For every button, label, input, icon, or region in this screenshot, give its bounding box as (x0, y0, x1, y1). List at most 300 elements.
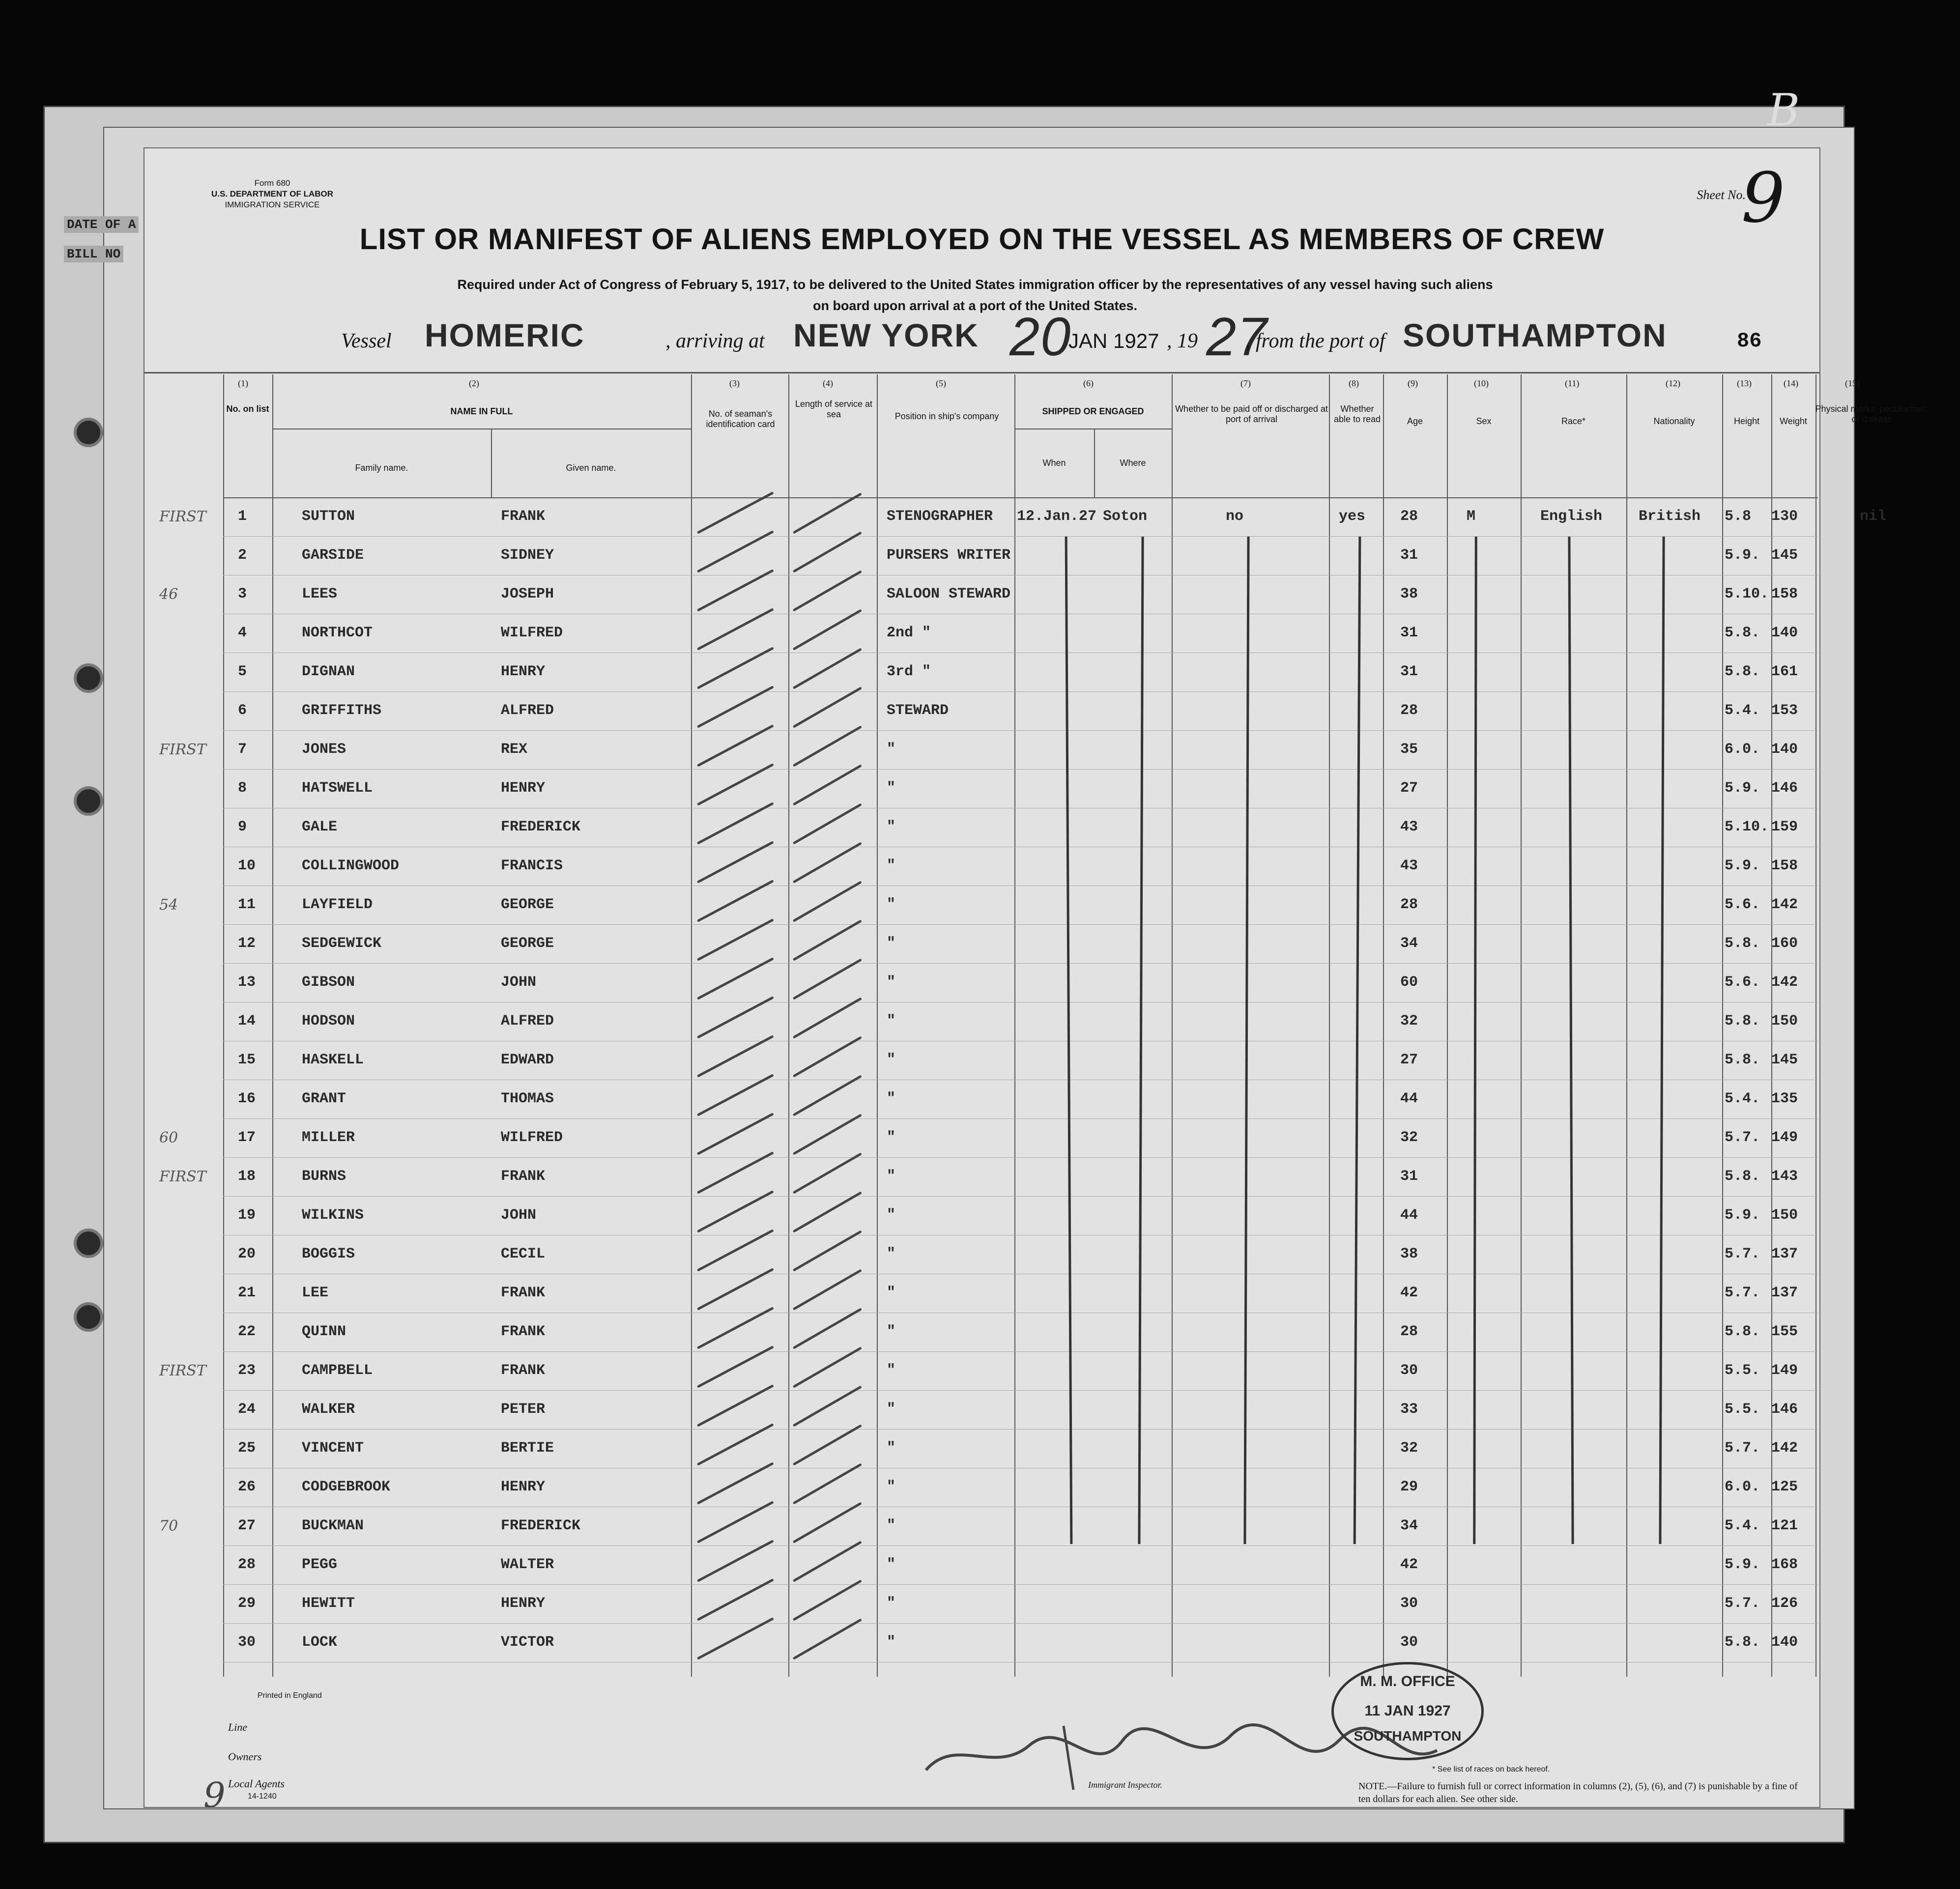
row-family-name: NORTHCOT (302, 625, 373, 641)
row-family-name: DIGNAN (302, 663, 355, 680)
row-position: " (887, 1246, 896, 1262)
binder-hole (74, 418, 103, 447)
row-age: 44 (1400, 1090, 1418, 1107)
row-family-name: BUCKMAN (302, 1517, 364, 1534)
row-height: 5.7. (1725, 1129, 1760, 1146)
row-discharged: no (1226, 508, 1244, 525)
from-label: , from the port of (1245, 330, 1385, 352)
row-given-name: REX (501, 741, 528, 758)
row-height: 5.8. (1725, 1052, 1760, 1068)
row-family-name: BOGGIS (302, 1246, 355, 1262)
row-weight: 168 (1771, 1556, 1798, 1573)
row-number: 6 (238, 702, 247, 719)
row-weight: 150 (1771, 1013, 1798, 1030)
row-number: 29 (238, 1595, 256, 1612)
row-number: 28 (238, 1556, 256, 1573)
office-stamp (1331, 1662, 1484, 1760)
row-height: 5.8. (1725, 1168, 1760, 1185)
row-given-name: WILFRED (501, 1129, 563, 1146)
row-age: 28 (1400, 508, 1418, 525)
row-position: " (887, 1052, 896, 1068)
check-mark (793, 609, 862, 650)
form-header (203, 178, 341, 210)
row-given-name: VICTOR (501, 1634, 554, 1651)
row-weight: 121 (1771, 1517, 1798, 1534)
row-family-name: LAYFIELD (302, 896, 373, 913)
binder-hole (74, 663, 103, 693)
row-age: 38 (1400, 586, 1418, 602)
row-height: 6.0. (1725, 741, 1760, 758)
row-height: 5.9. (1725, 547, 1760, 564)
row-number: 25 (238, 1440, 256, 1457)
row-height: 5.9. (1725, 858, 1760, 874)
row-position: " (887, 780, 896, 797)
header-discharged: Whether to be paid off or discharged at port of arrival (1175, 404, 1328, 424)
row-age: 38 (1400, 1246, 1418, 1262)
row-age: 35 (1400, 741, 1418, 758)
row-number: 21 (238, 1285, 256, 1301)
row-number: 2 (238, 547, 247, 564)
row-number: 8 (238, 780, 247, 797)
row-margin-note: 60 (159, 1129, 178, 1146)
row-margin-note: FIRST (159, 508, 206, 525)
row-nationality: British (1639, 508, 1701, 525)
check-mark (793, 842, 862, 883)
row-given-name: FRANK (501, 1323, 546, 1340)
page-number-handwritten: 9 (203, 1775, 226, 1815)
row-weight: 149 (1771, 1129, 1798, 1146)
row-family-name: SUTTON (302, 508, 355, 525)
header-id-card: No. of seaman's identification card (706, 409, 775, 429)
row-height: 5.8. (1725, 1323, 1760, 1340)
table-row (223, 1313, 1818, 1352)
row-given-name: ALFRED (501, 1013, 554, 1030)
check-mark (793, 1230, 862, 1271)
row-read: yes (1339, 508, 1366, 525)
row-age: 30 (1400, 1634, 1418, 1651)
inspector-label: Immigrant Inspector. (1088, 1780, 1162, 1790)
table-row (223, 1274, 1818, 1313)
check-mark (697, 1229, 774, 1272)
header-sex: Sex (1476, 416, 1492, 426)
row-weight: 161 (1771, 663, 1798, 680)
row-height: 5.8. (1725, 663, 1760, 680)
check-mark (697, 957, 774, 1000)
year-handwritten: 27 (1206, 307, 1268, 367)
row-position: " (887, 1323, 896, 1340)
table-row (223, 963, 1818, 1002)
col-num-12: (12) (1666, 378, 1680, 388)
col-num-2: (2) (469, 378, 479, 388)
check-mark (697, 1423, 774, 1466)
table-row (159, 886, 1818, 925)
col-num-4: (4) (823, 378, 833, 388)
row-when: 12.Jan.27 (1017, 508, 1097, 525)
col-num-14: (14) (1784, 378, 1798, 388)
row-weight: 146 (1771, 1401, 1798, 1418)
row-family-name: GALE (302, 819, 338, 835)
row-position: STENOGRAPHER (887, 508, 993, 525)
row-family-name: JONES (302, 741, 346, 758)
service-label: IMMIGRATION SERVICE (225, 200, 320, 209)
row-given-name: CECIL (501, 1246, 546, 1262)
row-weight: 142 (1771, 974, 1798, 991)
row-height: 5.8 (1725, 508, 1752, 525)
row-age: 28 (1400, 1323, 1418, 1340)
row-weight: 140 (1771, 741, 1798, 758)
row-age: 31 (1400, 547, 1418, 564)
row-age: 34 (1400, 935, 1418, 952)
subtitle-line-1: Required under Act of Congress of February 5, 1917, to be delivered to the United States immigration officer by the representatives of any vessel having such aliens (457, 277, 1493, 292)
row-age: 42 (1400, 1556, 1418, 1573)
row-age: 27 (1400, 1052, 1418, 1068)
table-row (223, 1235, 1818, 1274)
margin-label-bill: BILL NO (64, 246, 123, 262)
row-family-name: COLLINGWOOD (302, 858, 400, 874)
row-given-name: FRANK (501, 1168, 546, 1185)
row-given-name: BERTIE (501, 1440, 554, 1457)
table-row (223, 1041, 1818, 1080)
row-family-name: LEES (302, 586, 338, 602)
col-num-5: (5) (936, 378, 946, 388)
row-sex: M (1467, 508, 1476, 525)
row-family-name: HODSON (302, 1013, 355, 1030)
row-given-name: FREDERICK (501, 1517, 581, 1534)
check-mark (697, 1307, 774, 1349)
check-mark (697, 491, 774, 534)
row-family-name: CAMPBELL (302, 1362, 373, 1379)
row-given-name: FREDERICK (501, 819, 581, 835)
row-number: 30 (238, 1634, 256, 1651)
row-age: 30 (1400, 1595, 1418, 1612)
departure-port: SOUTHAMPTON (1403, 317, 1667, 353)
row-age: 32 (1400, 1013, 1418, 1030)
row-position: " (887, 1401, 896, 1418)
check-mark (697, 1617, 774, 1660)
row-number: 17 (238, 1129, 256, 1146)
check-mark (793, 1346, 862, 1388)
col-num-1: (1) (238, 378, 248, 388)
row-age: 43 (1400, 819, 1418, 835)
check-mark (793, 1152, 862, 1194)
row-height: 5.10. (1725, 819, 1769, 835)
check-mark (793, 1541, 862, 1582)
row-height: 6.0. (1725, 1479, 1760, 1495)
row-given-name: GEORGE (501, 935, 554, 952)
check-mark (697, 841, 774, 884)
row-weight: 126 (1771, 1595, 1798, 1612)
row-position: " (887, 1595, 896, 1612)
table-row (159, 1118, 1818, 1158)
row-height: 5.10. (1725, 586, 1769, 602)
header-weight: Weight (1780, 416, 1807, 426)
row-given-name: FRANK (501, 1362, 546, 1379)
row-number: 10 (238, 858, 256, 874)
row-margin-note: FIRST (159, 741, 206, 758)
row-position: " (887, 1479, 896, 1495)
row-age: 30 (1400, 1362, 1418, 1379)
row-number: 5 (238, 663, 247, 680)
row-weight: 153 (1771, 702, 1798, 719)
table-row (223, 653, 1818, 692)
row-number: 26 (238, 1479, 256, 1495)
row-number: 24 (238, 1401, 256, 1418)
check-mark (793, 1579, 862, 1621)
row-family-name: CODGEBROOK (302, 1479, 391, 1495)
row-given-name: ALFRED (501, 702, 554, 719)
row-position: " (887, 1517, 896, 1534)
row-number: 13 (238, 974, 256, 991)
row-age: 60 (1400, 974, 1418, 991)
check-mark (793, 1385, 862, 1427)
col-num-11: (11) (1565, 378, 1580, 388)
table-row (159, 1351, 1818, 1391)
check-mark (793, 687, 862, 728)
check-mark (697, 880, 774, 922)
check-mark (793, 997, 862, 1038)
check-mark (793, 492, 862, 534)
row-weight: 146 (1771, 780, 1798, 797)
check-mark (697, 802, 774, 845)
header-age: Age (1407, 416, 1423, 426)
check-mark (697, 996, 774, 1039)
row-margin-note: 70 (159, 1517, 178, 1535)
row-age: 42 (1400, 1285, 1418, 1301)
header-family-name: Family name. (355, 463, 408, 473)
check-mark (697, 1462, 774, 1505)
row-age: 31 (1400, 625, 1418, 641)
row-number: 16 (238, 1090, 256, 1107)
row-weight: 158 (1771, 858, 1798, 874)
check-mark (793, 1075, 862, 1116)
row-number: 14 (238, 1013, 256, 1030)
check-mark (697, 724, 774, 767)
row-position: SALOON STEWARD (887, 586, 1011, 602)
row-margin-note: FIRST (159, 1362, 206, 1379)
row-given-name: HENRY (501, 1479, 546, 1495)
header-given-name: Given name. (566, 463, 616, 473)
row-position: " (887, 1440, 896, 1457)
check-mark (697, 1540, 774, 1582)
table-row (223, 847, 1818, 886)
check-mark (697, 1074, 774, 1116)
race-note: * See list of races on back hereof. (1432, 1765, 1550, 1774)
header-position: Position in ship's company (894, 411, 999, 421)
row-family-name: VINCENT (302, 1440, 364, 1457)
row-given-name: FRANK (501, 508, 546, 525)
row-given-name: WILFRED (501, 625, 563, 641)
header-physical-text: Physical marks, peculiarities, or disease (1815, 404, 1929, 424)
table-row (159, 575, 1818, 614)
row-family-name: MILLER (302, 1129, 355, 1146)
row-age: 29 (1400, 1479, 1418, 1495)
row-weight: 142 (1771, 896, 1798, 913)
table-row (223, 769, 1818, 808)
check-mark (793, 570, 862, 611)
check-mark (697, 608, 774, 651)
check-mark (697, 1345, 774, 1388)
header-rule (144, 372, 1819, 373)
col-num-15: (15) (1845, 378, 1860, 388)
table-row (223, 1584, 1818, 1624)
row-age: 44 (1400, 1207, 1418, 1224)
row-height: 5.4. (1725, 1090, 1760, 1107)
col-num-10: (10) (1474, 378, 1489, 388)
row-margin-note: 46 (159, 586, 178, 603)
table-row (223, 1196, 1818, 1235)
row-race: English (1540, 508, 1603, 525)
header-race: Race* (1561, 416, 1586, 426)
stamp-top: M. M. OFFICE (1360, 1673, 1455, 1689)
row-number: 12 (238, 935, 256, 952)
row-age: 27 (1400, 780, 1418, 797)
header-where: Where (1120, 458, 1146, 468)
row-age: 28 (1400, 896, 1418, 913)
row-position: " (887, 974, 896, 991)
table-row (159, 730, 1818, 770)
table-row (223, 1002, 1818, 1041)
check-mark (793, 919, 862, 961)
row-family-name: HATSWELL (302, 780, 373, 797)
row-number: 11 (238, 896, 256, 913)
row-number: 20 (238, 1246, 256, 1262)
row-family-name: GARSIDE (302, 547, 364, 564)
department-label: U.S. DEPARTMENT OF LABOR (211, 189, 334, 199)
crew-table (159, 374, 1929, 1677)
row-given-name: WALTER (501, 1556, 554, 1573)
table-row (223, 808, 1818, 847)
row-given-name: JOHN (501, 1207, 537, 1224)
row-height: 5.8. (1725, 1634, 1760, 1651)
sheet-number-value: 9 (1741, 158, 1785, 238)
check-mark (793, 958, 862, 1000)
row-where: Soton (1103, 508, 1148, 525)
row-given-name: PETER (501, 1401, 546, 1418)
row-height: 5.7. (1725, 1285, 1760, 1301)
row-weight: 160 (1771, 935, 1798, 952)
row-given-name: JOHN (501, 974, 537, 991)
row-position: " (887, 1168, 896, 1185)
check-mark (697, 1113, 774, 1155)
row-position: " (887, 1556, 896, 1573)
row-given-name: EDWARD (501, 1052, 554, 1068)
header-name-in-full: NAME IN FULL (450, 406, 513, 416)
subtitle-line-2: on board upon arrival at a port of the United States. (812, 298, 1138, 313)
row-family-name: GIBSON (302, 974, 355, 991)
row-height: 5.7. (1725, 1595, 1760, 1612)
row-family-name: QUINN (302, 1323, 346, 1340)
check-mark (697, 530, 774, 573)
check-mark (793, 1036, 862, 1077)
table-row (223, 924, 1818, 964)
row-age: 28 (1400, 702, 1418, 719)
row-position: " (887, 858, 896, 874)
table-row (159, 497, 1887, 537)
row-family-name: BURNS (302, 1168, 346, 1185)
binder-hole (74, 1229, 103, 1258)
page-title: LIST OR MANIFEST OF ALIENS EMPLOYED ON THE VESSEL AS MEMBERS OF CREW (359, 223, 1605, 256)
check-mark (697, 1035, 774, 1078)
row-given-name: HENRY (501, 780, 546, 797)
row-height: 5.6. (1725, 974, 1760, 991)
check-mark (697, 1384, 774, 1427)
col-num-9: (9) (1408, 378, 1418, 388)
row-weight: 155 (1771, 1323, 1798, 1340)
row-position: " (887, 741, 896, 758)
check-mark (793, 1269, 862, 1310)
row-margin-note: 54 (159, 896, 178, 914)
form-number: Form 680 (254, 178, 290, 188)
form-code: 14-1240 (248, 1792, 277, 1801)
col-num-3: (3) (729, 378, 740, 388)
row-given-name: FRANCIS (501, 858, 563, 874)
printed-note: Printed in England (258, 1691, 322, 1700)
row-height: 5.5. (1725, 1362, 1760, 1379)
row-number: 3 (238, 586, 247, 602)
row-height: 5.9. (1725, 1556, 1760, 1573)
arrival-port: NEW YORK (793, 317, 979, 353)
row-weight: 140 (1771, 625, 1798, 641)
table-row (223, 1546, 1818, 1585)
row-position: 2nd " (887, 625, 931, 641)
check-mark (793, 648, 862, 689)
row-number: 23 (238, 1362, 256, 1379)
header-shipped-engaged: SHIPPED OR ENGAGED (1042, 406, 1144, 416)
row-family-name: LEE (302, 1285, 329, 1301)
check-mark (793, 1463, 862, 1504)
row-weight: 150 (1771, 1207, 1798, 1224)
row-weight: 145 (1771, 547, 1798, 564)
header-length-service: Length of service at sea (795, 399, 873, 419)
row-height: 5.7. (1725, 1440, 1760, 1457)
col-num-13: (13) (1737, 378, 1752, 388)
row-weight: 125 (1771, 1479, 1798, 1495)
binder-hole (74, 786, 103, 816)
check-mark (697, 686, 774, 728)
row-weight: 149 (1771, 1362, 1798, 1379)
row-family-name: SEDGEWICK (302, 935, 382, 952)
row-height: 5.6. (1725, 896, 1760, 913)
row-age: 31 (1400, 663, 1418, 680)
row-weight: 158 (1771, 586, 1798, 602)
row-number: 27 (238, 1517, 256, 1534)
row-given-name: HENRY (501, 1595, 546, 1612)
sheet-number-label: Sheet No. (1697, 188, 1746, 202)
table-row (159, 1157, 1818, 1197)
binder-hole (74, 1302, 103, 1332)
row-number: 4 (238, 625, 247, 641)
row-age: 31 (1400, 1168, 1418, 1185)
row-family-name: LOCK (302, 1634, 338, 1651)
corner-mark: B (1767, 85, 1800, 136)
row-position: " (887, 1207, 896, 1224)
header-no-on-list: No. on list (226, 404, 269, 414)
row-weight: 137 (1771, 1246, 1798, 1262)
check-mark (793, 1618, 862, 1660)
table-row (223, 1429, 1818, 1468)
arrival-day-handwritten: 20 (1009, 307, 1072, 367)
row-number: 15 (238, 1052, 256, 1068)
check-mark (697, 1578, 774, 1621)
check-mark (793, 1308, 862, 1349)
header-able-to-read: Whether able to read (1333, 404, 1381, 424)
row-given-name: THOMAS (501, 1090, 554, 1107)
row-weight: 130 (1771, 508, 1798, 525)
row-given-name: HENRY (501, 663, 546, 680)
page-count: 86 (1737, 329, 1762, 353)
check-mark (697, 1501, 774, 1544)
vessel-name: HOMERIC (425, 317, 585, 353)
